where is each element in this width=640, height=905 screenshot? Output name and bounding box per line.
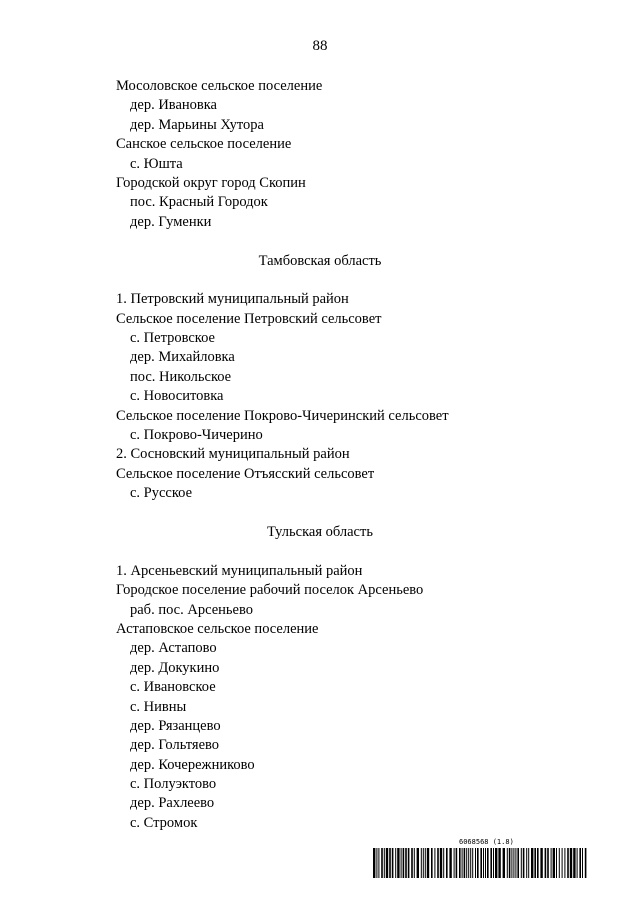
settlement-item: дер. Докукино — [130, 659, 220, 676]
blank-line — [0, 232, 640, 251]
settlement-item: с. Нивны — [130, 698, 187, 715]
district-item: Сельское поселение Отъясский сельсовет — [116, 465, 375, 482]
settlement-item: с. Стромок — [130, 814, 198, 831]
district-item: Астаповское сельское поселение — [116, 620, 319, 637]
settlement-item: дер. Михайловка — [130, 349, 235, 366]
settlement-item: с. Ивановское — [130, 679, 216, 696]
district-item: Городской округ город Скопин — [116, 174, 306, 191]
district-item: 2. Сосновский муниципальный район — [116, 446, 350, 463]
settlement-item: с. Петровское — [130, 330, 215, 347]
settlement-item: дер. Рязанцево — [130, 717, 221, 734]
settlement-item: дер. Астапово — [130, 640, 217, 657]
settlement-item: пос. Никольское — [130, 368, 232, 385]
district-item: Мосоловское сельское поселение — [116, 78, 323, 94]
blank-line — [0, 271, 640, 290]
settlement-item: с. Новоситовка — [130, 388, 224, 405]
settlement-item: с. Юшта — [130, 155, 183, 172]
district-item: Санское сельское поселение — [116, 136, 292, 153]
region-heading: Тамбовская область — [258, 252, 382, 269]
district-item: Сельское поселение Покрово-Чичеринский сельсовет — [116, 407, 449, 424]
settlement-item: раб. пос. Арсеньево — [130, 601, 253, 618]
settlement-list — [0, 77, 640, 833]
barcode-image — [373, 848, 587, 878]
settlement-item: с. Полуэктово — [130, 776, 217, 793]
settlement-item: с. Покрово-Чичерино — [130, 427, 263, 444]
settlement-item: дер. Кочережниково — [130, 756, 255, 773]
document-barcode — [373, 838, 587, 878]
settlement-item: дер. Гуменки — [130, 213, 212, 230]
district-item: Городское поселение рабочий поселок Арсеньево — [116, 582, 424, 599]
page-number: 88 — [312, 38, 328, 54]
district-item: 1. Арсеньевский муниципальный район — [116, 562, 363, 579]
settlement-item: дер. Марьины Хутора — [130, 116, 264, 133]
settlement-item: дер. Рахлеево — [130, 795, 215, 812]
district-item: Сельское поселение Петровский сельсовет — [116, 310, 382, 327]
district-item: 1. Петровский муниципальный район — [116, 291, 349, 308]
settlement-item: дер. Ивановка — [130, 97, 217, 114]
blank-line — [0, 542, 640, 561]
barcode-caption: 6068568 (1.8) — [459, 838, 514, 846]
blank-line — [0, 504, 640, 523]
settlement-item: дер. Гольтяево — [130, 737, 220, 754]
settlement-item: пос. Красный Городок — [130, 194, 268, 211]
region-heading: Тульская область — [267, 523, 373, 540]
settlement-item: с. Русское — [130, 485, 193, 502]
